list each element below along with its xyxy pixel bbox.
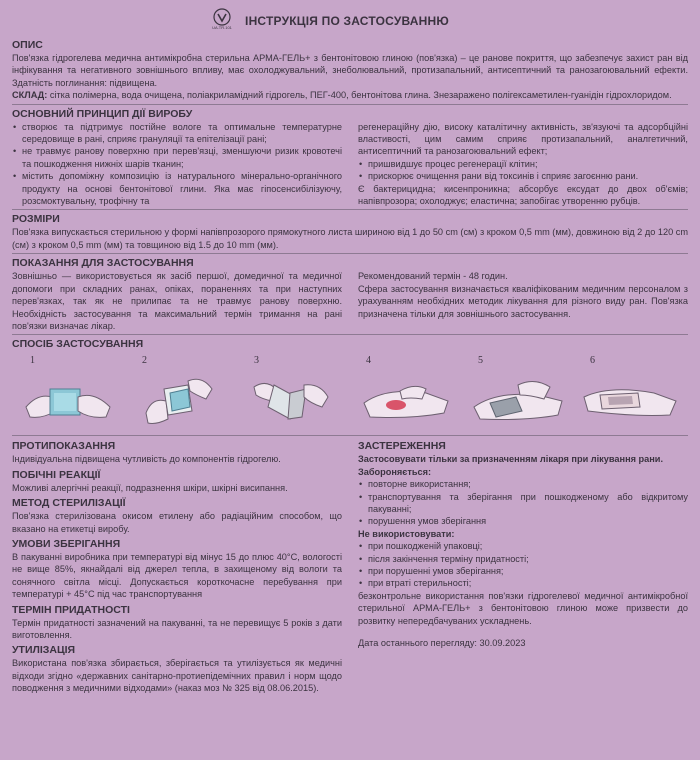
pokazannia-right-2: Сфера застосування визначається кваліфікованим медичним персоналом з урахуванням необхідних методик лікування для різного виду ран. Пов'язка призначена тільки для зовнішнього застосування. (358, 283, 688, 319)
place-dressing-icon (468, 367, 568, 429)
section-heading-opys: ОПИС (12, 39, 43, 51)
list-item: • при втраті стерильності; (358, 577, 688, 589)
list-item: • повторне використання; (358, 478, 688, 490)
zberihannia-text: В пакуванні виробника при температурі від мінус 15 до плюс 40°С, вологості не вище 85%, якнайдалі від джерел тепла, в захищеному від вологи та сонячного світла місці. Допускається короткочасне перебування при температурі + 45°С під час транспортування (12, 551, 342, 600)
section-heading-zasterezhennia: ЗАСТЕРЕЖЕННЯ (358, 440, 446, 453)
step-number: 2 (142, 355, 147, 367)
pryntsyp-right (358, 121, 688, 208)
pryntsyp-right-tail: Є бактерицидна; кисенпроникна; абсорбує ексудат до двох об'ємів; напівпрозора; охолоджує; еластична; запобігає утворенню рубців. (358, 183, 688, 207)
hands-open-package-icon (20, 367, 120, 429)
divider (12, 209, 688, 210)
hands-peel-package-icon (132, 367, 232, 429)
step-number: 5 (478, 355, 483, 367)
divider (12, 104, 688, 105)
pobichni-text: Можливі алергічні реакції, подразнення шкіри, шкірні висипання. (12, 482, 288, 493)
sterylizatsii-text: Пов'язка стерилізована окисом етилену або радіаційним способом, що вказано на етикетці виробу. (12, 511, 342, 534)
section-heading-protypokazannia: ПРОТИПОКАЗАННЯ (12, 440, 116, 453)
list-item: • порушення умов зберігання (358, 515, 688, 527)
termin-text: Термін придатності зазначений на пакуванні, та не перевищує 5 років з дати виготовлення. (12, 617, 342, 640)
ne-vykorystovuvaty-heading: Не використовувати: (358, 528, 455, 539)
section-heading-pokazannia: ПОКАЗАННЯ ДЛЯ ЗАСТОСУВАННЯ (12, 257, 194, 270)
fix-dressing-icon (580, 367, 680, 429)
ne-vykorystovuvaty-list (358, 540, 688, 590)
steps-illustrations (12, 351, 688, 433)
list-item: • містить допоміжну композицію із натурального мінерально-органічного продукту на основі бентонітової глини. Яка має гіпосенсибілізуючу, розсмоктувальну, трофічну та (12, 170, 342, 207)
list-item: • створює та підтримує постійне вологе та оптимальне температурне середовище в рані, сприяє грануляції та епітелізації рані; (12, 121, 342, 146)
list-item: • при пошкодженій упаковці; (358, 540, 688, 552)
section-heading-sposib: СПОСІБ ЗАСТОСУВАННЯ (12, 338, 144, 351)
list-item: • не травмує ранову поверхню при перев'язці, зменшуючи ризик кровотечі та пошкодження нижніх шарів тканин; (12, 145, 342, 170)
rozmiry-text: Пов'язка випускається стерильною у формі напівпрозорого прямокутного листа шириною від 1 до 50 cm (см) з кроком 0,5 mm (мм), довжиною від 2 до 120 cm (см) з кроком 0,5 mm (мм) та товщиною від 1.5 до 10 mm (мм). (12, 227, 688, 250)
protypokazannia-text: Індивідуальна підвищена чутливість до компонентів гідрогелю. (12, 454, 281, 465)
cert-mark-icon (211, 8, 233, 34)
list-item: • транспортування та зберігання при пошкодженому або відкритому пакуванні; (358, 491, 688, 516)
section-heading-sterylizatsii: МЕТОД СТЕРИЛІЗАЦІЇ (12, 497, 126, 510)
pokazannia-right-1: Рекомендований термін - 48 годин. (358, 271, 508, 282)
section-heading-utylizatsia: УТИЛІЗАЦІЯ (12, 644, 76, 657)
divider (12, 435, 688, 436)
zaboroniaietsia-heading: Забороняється: (358, 466, 432, 477)
list-item: • прискорює очищення рани від токсинів і сприяє загоєнню рани. (358, 170, 688, 182)
section-heading-termin: ТЕРМІН ПРИДАТНОСТІ (12, 603, 130, 616)
opys-text: Пов'язка гідрогелева медична антимікробна стерильна АРМА-ГЕЛЬ+ з бентонітовою глиною (пов'язка) – це ранове покриття, що забезпечує захист ран від інфікування та негативного зовнішнього впливу, має охолоджувальний, знеболювальний, протизапальний, антисептичний та ранозагоювальний ефекти. Здатність поглинання: підвищена. (12, 53, 688, 88)
bottom-right (358, 437, 688, 694)
step-3 (244, 355, 344, 433)
section-heading-rozmiry: РОЗМІРИ (12, 213, 60, 226)
step-number: 1 (30, 355, 35, 367)
revision-date: Дата останнього перегляду: 30.09.2023 (358, 638, 526, 648)
bezkontrolne-text: безконтрольне використання пов'язки гідрогелевої медичної антимікробної стерильної АРМА-ГЕЛЬ+ з бентонітовою глиною може призвести до розвитку непередбачуваних ускладнень. (358, 590, 688, 626)
pryntsyp-right-cont: регенераційну дію, високу каталітичну активність, зв'язуючі та адсорбційні властивості, цим самим сприяє протизапальний, аналгетичний, антисептичний та ранозагоювальний ефект; (358, 121, 688, 157)
list-item: • при порушенні умов зберігання; (358, 565, 688, 577)
section-heading-zberihannia: УМОВИ ЗБЕРІГАННЯ (12, 537, 121, 550)
zaboroniaietsia-list (358, 478, 688, 528)
pryntsyp-columns (12, 121, 688, 208)
pokazannia-columns (12, 270, 688, 332)
pokazannia-right (358, 270, 688, 332)
step-6 (580, 355, 680, 433)
step-4 (356, 355, 456, 433)
step-1 (20, 355, 120, 433)
pryntsyp-left (12, 121, 342, 208)
divider (12, 253, 688, 254)
pokazannia-left (12, 270, 342, 332)
doc-title: ІНСТРУКЦІЯ ПО ЗАСТОСУВАННЮ (245, 14, 449, 28)
cert-mark-text: UA.TR.101 (212, 25, 232, 30)
hands-remove-film-icon (244, 367, 344, 429)
sklad-text (12, 89, 688, 101)
divider (12, 334, 688, 335)
bottom-left (12, 437, 342, 694)
step-number: 6 (590, 355, 595, 367)
list-item: • після закінчення терміну придатності; (358, 553, 688, 565)
zasterezhennia-text: Застосовувати тільки за призначенням лікаря при лікування рани. (358, 454, 664, 465)
step-2 (132, 355, 232, 433)
apply-to-wound-icon (356, 367, 456, 429)
step-number: 3 (254, 355, 259, 367)
list-item: • пришвидшує процес регенерації клітин; (358, 158, 688, 170)
sklad-value: сітка полімерна, вода очищена, поліакриламідний гідрогель, ПЕГ-400, бентонітова глина. Знезаражено полігексаметилен-гуанідін гідрохлоридом. (47, 90, 672, 101)
step-number: 4 (366, 355, 371, 367)
header (0, 6, 688, 36)
bottom-columns (12, 437, 688, 694)
pokazannia-left-text: Зовнішньо — використовується як засіб першої, домедичної та медичної допомоги при складних ранах, опіках, пораненнях та при наступних перев'язках, так як не прилипає та не травмує ранову поверхню. Необхідність застосування та максимальний термін тримання на рані пов'язки визначає лікар. (12, 271, 342, 331)
section-heading-pobichni: ПОБІЧНІ РЕАКЦІЇ (12, 468, 101, 481)
sklad-label: СКЛАД: (12, 90, 48, 101)
section-heading-pryntsyp: ОСНОВНИЙ ПРИНЦИП ДІЇ ВИРОБУ (12, 107, 193, 120)
utylizatsia-text: Використана пов'язка збирається, зберігається та утилізується як медичні відходи згідно «державних санітарно-протиепідемічних правил і норм щодо поводження з медичними відходами» (наказ моз № 325 від 08.06.2015). (12, 658, 342, 694)
step-5 (468, 355, 568, 433)
